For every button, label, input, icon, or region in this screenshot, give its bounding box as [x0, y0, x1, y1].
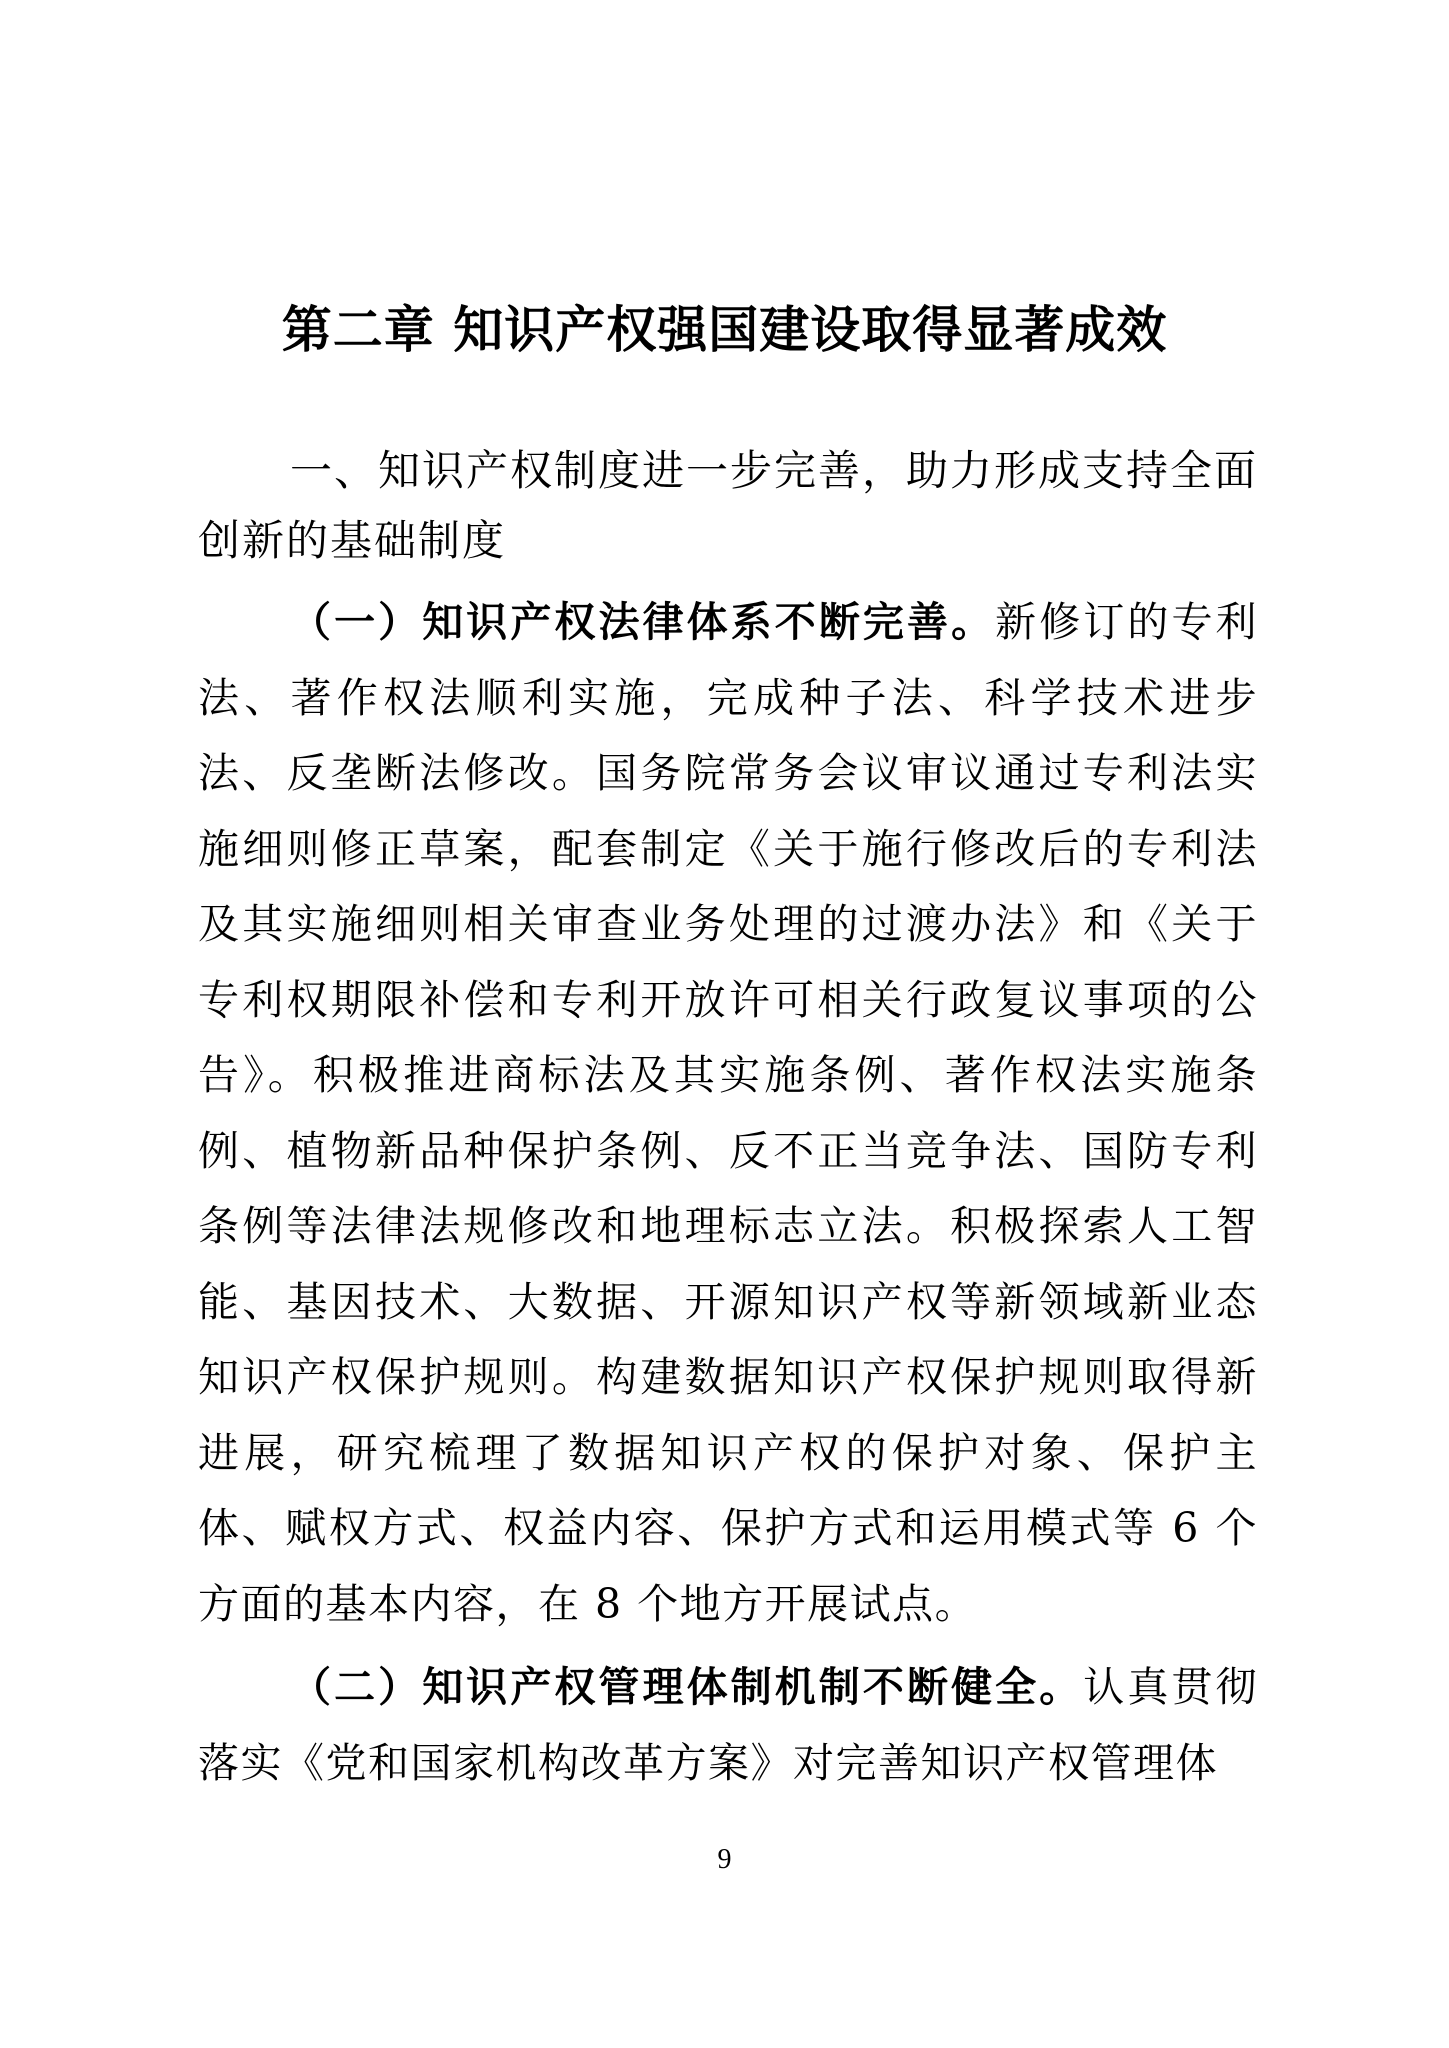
chapter-title: 第二章 知识产权强国建设取得显著成效: [281, 300, 1168, 359]
paragraph-1-lead: （一）知识产权法律体系不断完善。: [290, 598, 996, 646]
paragraph-1-body: 新修订的专利法、著作权法顺利实施，完成种子法、科学技术进步法、反垄断法修改。国务院常务会议审议通过专利法实施细则修正草案，配套制定《关于施行修改后的专利法及其实施细则相关审查业务处理的过渡办法》和《关于专利权期限补偿和专利开放许可相关行政复议事项的公告》。积极推进商标法及其实施条例、著作权法实施条例、植物新品种保护条例、反不正当竞争法、国防专利条例等法律法规修改和地理标志立法。积极探索人工智能、基因技术、大数据、开源知识产权等新领域新业态知识产权保护规则。构建数据知识产权保护规则取得新进展，研究梳理了数据知识产权的保护对象、保护主体、赋权方式、权益内容、保护方式和运用模式等 6 个方面的基本内容，在 8 个地方开展试点。: [198, 598, 1259, 1628]
paragraph-2: [198, 1650, 1258, 1801]
section-heading: 一、知识产权制度进一步完善，助力形成支持全面创新的基础制度: [198, 446, 1259, 565]
paragraph-2-body: 认真贯彻落实《党和国家机构改革方案》对完善知识产权管理体: [198, 1663, 1259, 1787]
paragraph-1: [198, 585, 1258, 1642]
page-number: 9: [717, 1844, 732, 1875]
paragraph-2-lead: （二）知识产权管理体制机制不断健全。: [290, 1663, 1084, 1711]
